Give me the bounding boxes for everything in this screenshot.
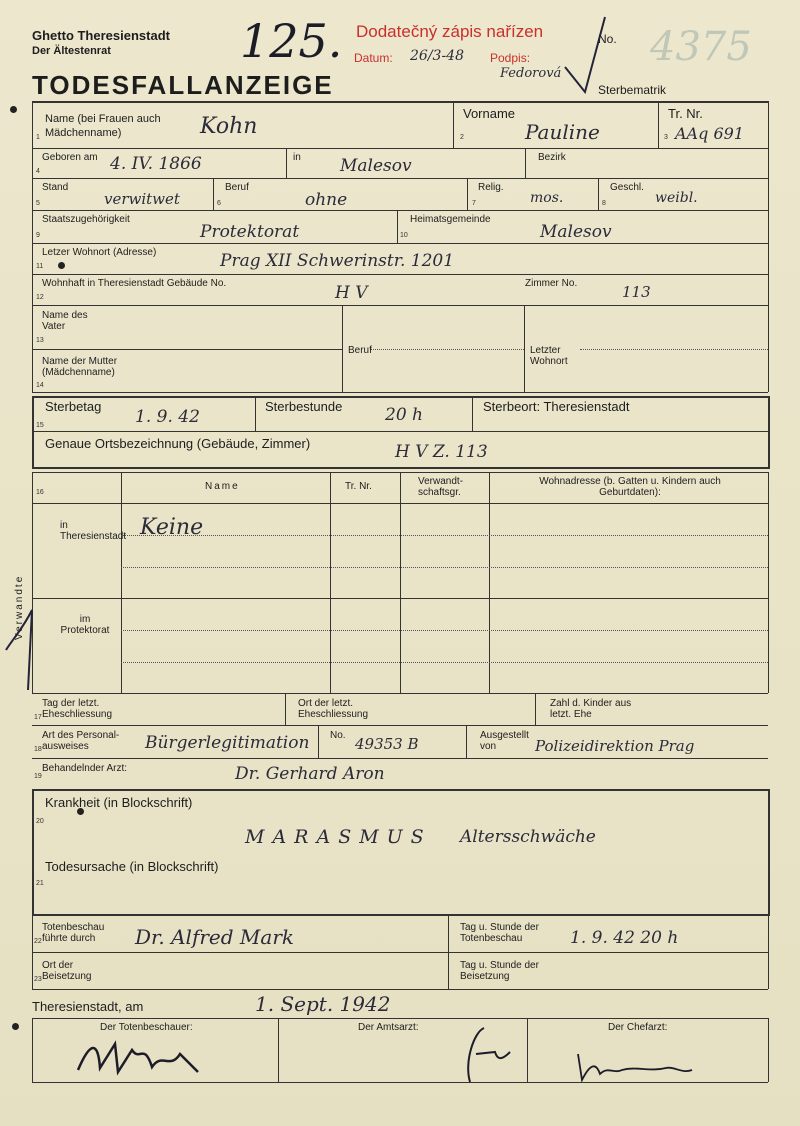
ort-eheschliessung: Ort der letzt. Eheschliessung (298, 698, 369, 720)
in-label: in (293, 152, 301, 163)
genaue-value: H V Z. 113 (395, 442, 488, 462)
geschl-value: weibl. (655, 190, 698, 206)
col-trnr: Tr. Nr. (345, 481, 372, 492)
kinder-label: Zahl d. Kinder aus letzt. Ehe (550, 698, 632, 720)
beruf-label: Beruf (225, 182, 249, 193)
art-value: Bürgerlegitimation (145, 733, 310, 753)
zimmer-value: 113 (622, 283, 651, 301)
tag-totenbeschau-value: 1. 9. 42 20 h (570, 928, 679, 948)
stamp-datum-value: 26/3-48 (410, 48, 464, 64)
heimat-value: Malesov (540, 222, 612, 242)
sterbetag-value: 1. 9. 42 (135, 407, 200, 427)
row-there-label: in Theresienstadt (60, 520, 127, 542)
ausweis-no-label: No. (330, 730, 346, 741)
wohnhaft-label: Wohnhaft in Theresienstadt Gebäude No. (42, 278, 227, 289)
stamp-line: Dodatečný zápis nařízen (356, 22, 544, 41)
genaue-label: Genaue Ortsbezeichnung (Gebäude, Zimmer) (45, 436, 311, 451)
punch-hole (10, 106, 17, 113)
totenbeschauer-label: Der Totenbeschauer: (100, 1022, 193, 1033)
no-label: No. (598, 32, 617, 46)
row-there-value: Keine (140, 515, 204, 540)
signature-chefarzt (570, 1044, 700, 1084)
letzter-wohnort-label: Letzter Wohnort (530, 345, 568, 367)
signature-slash (560, 12, 610, 102)
ausgestellt-label: Ausgestellt von (480, 730, 529, 752)
vorname-label: Vorname (463, 106, 516, 121)
punch-hole (12, 1023, 19, 1030)
mutter-label: Name der Mutter (Mädchenname) (42, 356, 118, 378)
authority-name: Der Ältestenrat (32, 45, 111, 57)
geschl-label: Geschl. (610, 182, 644, 193)
place-value: 1. Sept. 1942 (255, 992, 391, 1016)
heimat-label: Heimatsgemeinde (410, 214, 491, 225)
geboren-value: 4. IV. 1866 (110, 154, 202, 174)
sterbestunde-label: Sterbestunde (265, 399, 343, 414)
no-value: 4375 (650, 24, 752, 70)
arzt-value: Dr. Gerhard Aron (235, 764, 385, 784)
tag-totenbeschau-label: Tag u. Stunde der Totenbeschau (460, 922, 539, 944)
krankheit-label: Krankheit (in Blockschrift) (45, 795, 193, 810)
totenbeschau-label: Totenbeschau führte durch (42, 922, 105, 944)
col-name: Name (205, 481, 240, 492)
ghetto-name: Ghetto Theresienstadt (32, 28, 170, 43)
ursache-label: Todesursache (in Blockschrift) (45, 859, 219, 874)
stand-value: verwitwet (104, 190, 180, 208)
signature-amtsarzt (450, 1022, 520, 1086)
wohnhaft-value: H V (335, 283, 368, 303)
stamp-datum-label: Datum: (354, 51, 393, 65)
sterbetag-label: Sterbetag (45, 399, 102, 414)
arzt-label: Behandelnder Arzt: (42, 763, 128, 774)
in-value: Malesov (340, 156, 412, 176)
row-prot-label: im Protektorat (60, 614, 110, 636)
krankheit-value1: MARASMUS (245, 826, 432, 848)
krankheit-value2: Altersschwäche (460, 827, 596, 847)
tag-beisetzung-label: Tag u. Stunde der Beisetzung (460, 960, 539, 982)
totenbeschau-value: Dr. Alfred Mark (135, 925, 294, 949)
form-title: TODESFALLANZEIGE (32, 70, 334, 100)
wohnort-label: Letzer Wohnort (Adresse) (42, 247, 157, 258)
sterbematrik-label: Sterbematrik (598, 83, 667, 97)
amtsarzt-label: Der Amtsarzt: (358, 1022, 419, 1033)
vorname-value: Pauline (525, 120, 600, 144)
wohnort-value: Prag XII Schwerinstr. 1201 (220, 251, 455, 271)
trnr-label: Tr. Nr. (668, 106, 703, 121)
ausweis-no-value: 49353 B (355, 735, 419, 753)
art-label: Art des Personal-ausweises (42, 730, 120, 752)
ausgestellt-value: Polizeidirektion Prag (535, 737, 695, 755)
bezirk-label: Bezirk (538, 152, 566, 163)
zimmer-label: Zimmer No. (525, 278, 578, 289)
verwandte-side: Verwandte (14, 574, 25, 640)
place-label: Theresienstadt, am (32, 999, 144, 1014)
col-adresse: Wohnadresse (b. Gatten u. Kindern auch Geburtdaten): (539, 476, 721, 498)
vater-label: Name des Vater (42, 310, 88, 332)
name-value: Kohn (200, 114, 258, 139)
eltern-beruf-label: Beruf (348, 345, 372, 356)
name-label: Name (bei Frauen auch Mädchenname) (45, 113, 161, 139)
signature-totenbeschauer (70, 1032, 210, 1082)
tag-eheschliessung: Tag der letzt. Eheschliessung (42, 698, 113, 720)
trnr-value: AAq 691 (675, 124, 744, 143)
death-notice-page: Ghetto Theresienstadt Der Ältestenrat TODESFALLANZEIGE 125. Dodatečný zápis nařízen Datum: 26/3-48 Podpis: Fedorová No. 4375 Sterbematrik Name (bei Frauen auch Mädchenname) 1 Kohn Vorname 2 Pauline Tr. Nr. 3 AAq 691 Geboren am 4 4. IV. 1866 in Malesov Bezirk Stand 5 verwitwet Beruf 6 ohne Relig. 7 mos. Geschl. 8 weibl. Staatszugehörigkeit 9 Protektorat Heimatsgemeinde 10 Malesov Letzer Wohnort (Adresse) 11 Prag XII Schwerinstr. 1201 Wohnhaft in Theresienstadt Gebäude No. 12 H V Zimmer No. 113 Name des Vater 13 Name der Mutter (Mädchenname) 14 Beruf Letzter Wohnort Sterbetag 15 1. 9. 42 Sterbestunde 20 h Sterbeort: Theresienstadt Genaue Ortsbezeichnung (Gebäude, Zimmer) H V Z. 113 16 Name Tr. Nr. Verwandt-schaftsgr. Wohnadresse (b. Gatten u. Kindern auch Geburtdaten): Verwandte in Theresienstadt Keine im Protektorat Tag der letzt. Eheschliessung 17 Ort der letzt. Eheschliessung Zahl d. Kinder aus letzt. Ehe Art des Personal-ausweises 18 Bürgerlegitimation No. 49353 B Ausgestellt von Polizeidirektion Prag Behandelnder Arzt: 19 Dr. Gerhard Aron Krankheit (in Blockschrift) 20 MARASMUS Altersschwäche Todesursache (in Blockschrift) 21 Totenbeschau führte durch 22 Dr. Alfred Mark Tag u. Stunde der Totenbeschau 1. 9. 42 20 h Ort der Beisetzung 23 Tag u. Stunde der Beisetzung Theresienstadt, am 1. Sept. 1942 Der Totenbeschauer: Der Amtsarzt: Der Chefarzt: (0, 0, 800, 1126)
col-verwandt: Verwandt-schaftsgr. (418, 476, 464, 498)
stamp-podpis-value: Fedorová (500, 66, 562, 81)
margin-mark (2, 590, 38, 700)
sterbeort-label: Sterbeort: Theresienstadt (483, 399, 630, 414)
relig-label: Relig. (478, 182, 504, 193)
punch-hole (58, 262, 65, 269)
chefarzt-label: Der Chefarzt: (608, 1022, 668, 1033)
handwritten-number: 125. (240, 14, 343, 68)
staat-label: Staatszugehörigkeit (42, 214, 130, 225)
stand-label: Stand (42, 182, 69, 193)
staat-value: Protektorat (200, 222, 300, 242)
geboren-label: Geboren am (42, 152, 98, 163)
ort-beisetzung-label: Ort der Beisetzung (42, 960, 92, 982)
stamp-podpis-label: Podpis: (490, 51, 531, 65)
relig-value: mos. (530, 190, 564, 206)
beruf-value: ohne (305, 190, 348, 210)
sterbestunde-value: 20 h (385, 405, 423, 425)
